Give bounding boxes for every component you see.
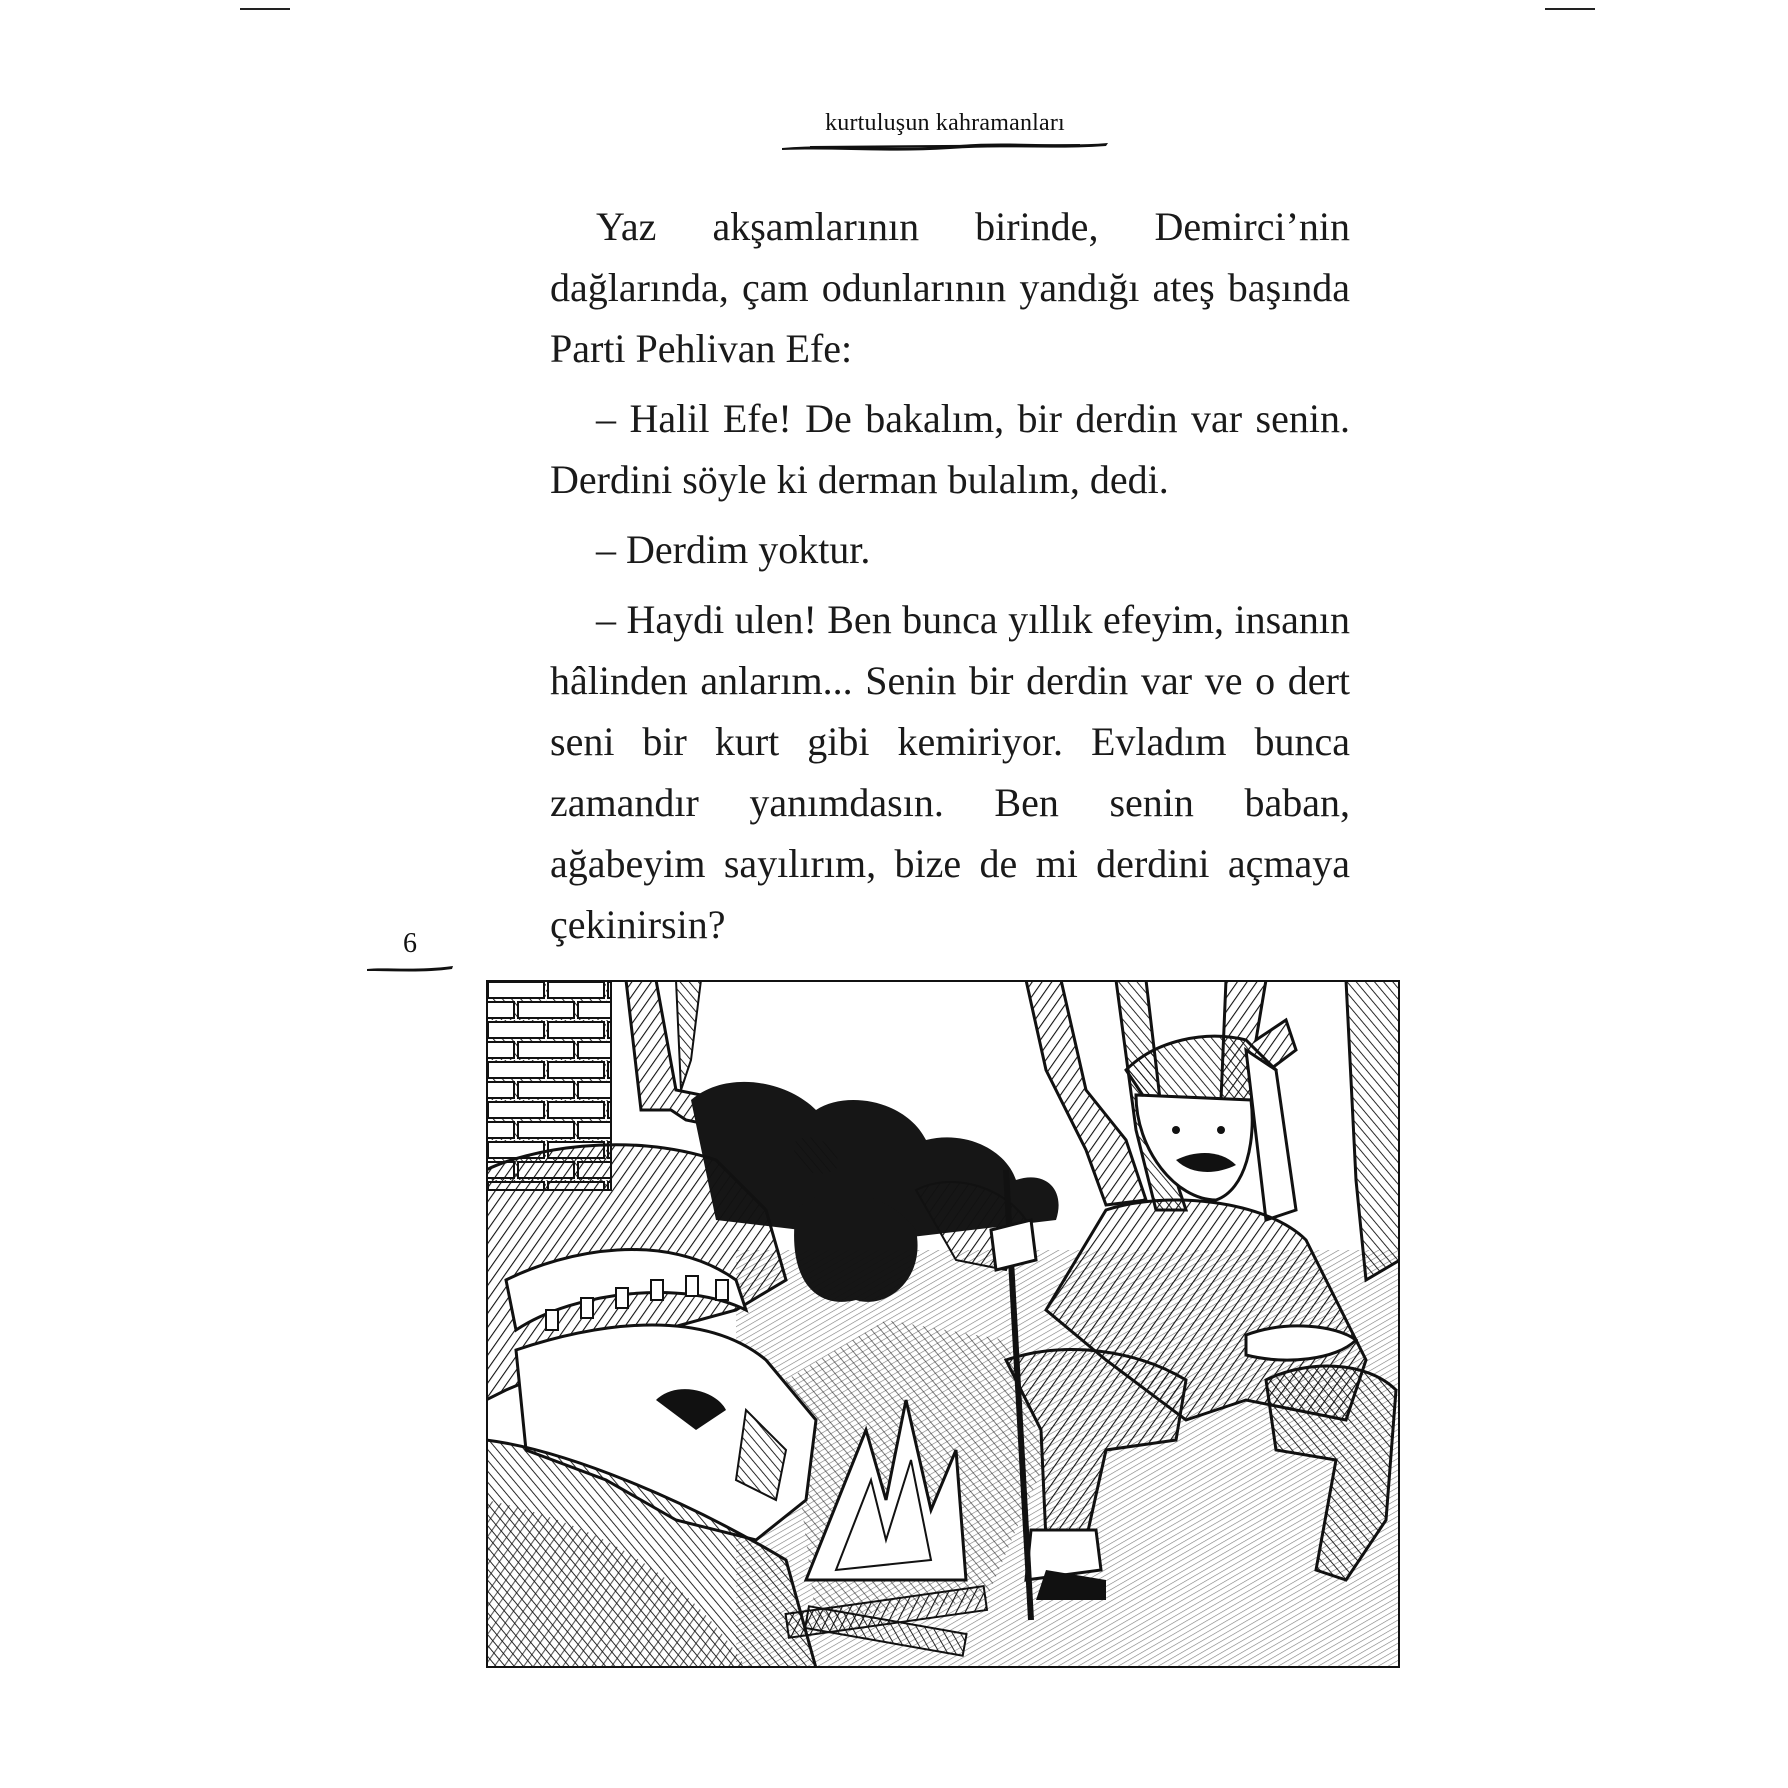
brush-rule-page-number [365, 961, 455, 975]
foreground-young-man [486, 1145, 816, 1668]
page-number: 6 [403, 928, 417, 959]
running-head [700, 110, 1190, 153]
campfire-illustration [486, 980, 1400, 1668]
paragraph-2: – Halil Efe! De bakalım, bir derdin var senin. Derdini söyle ki derman bulalım, dedi. [550, 396, 1350, 502]
page-number-block [365, 928, 455, 979]
paragraph-4: – Haydi ulen! Ben bunca yıllık efeyim, insanın hâlinden anlarım... Senin bir derdin var ve o dert seni bir kurt gibi kemiriyor. Evladım bunca zamandır yanımdasın. Ben senin baban, ağabeyim sayılırım, bize de mi derdini açmaya çekinirsin? [550, 597, 1350, 947]
paragraph-1: Yaz akşamlarının birinde, Demirci’nin dağlarında, çam odunlarının yandığı ateş başında Parti Pehlivan Efe: [550, 204, 1350, 371]
body-text [550, 196, 1350, 964]
paragraph-3: – Derdim yoktur. [596, 527, 871, 572]
running-title: kurtuluşun kahramanları [825, 110, 1065, 136]
brush-rule-header [780, 139, 1110, 153]
crop-mark-left [240, 8, 290, 10]
crop-mark-right [1545, 8, 1595, 10]
